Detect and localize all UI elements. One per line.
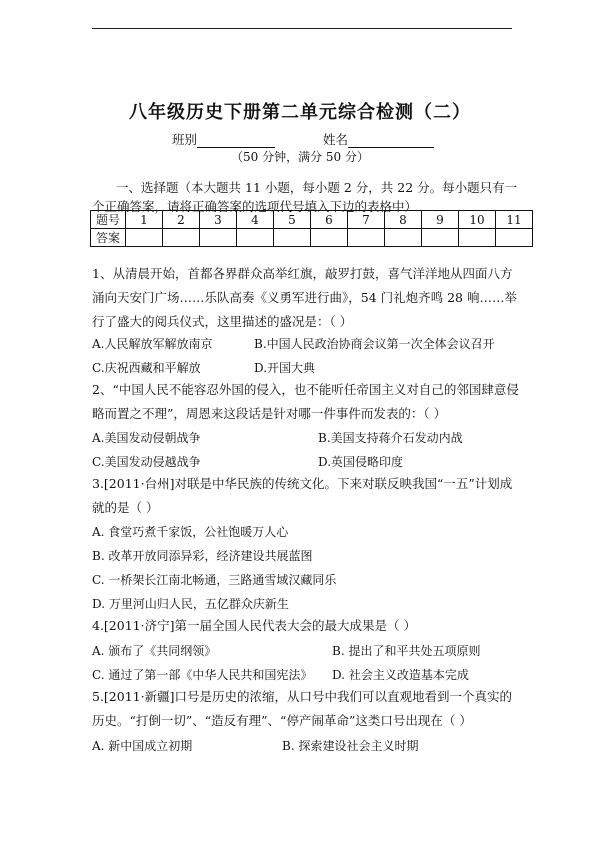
question-1-text: 1、从清晨开始，首都各界群众高举红旗，敲罗打鼓，喜气洋洋地从四面八方涌向天安门广场……乐队高奏《义勇军进行曲》，54 门礼炮齐鸣 28 响……举行了盛大的阅兵仪式，这里描述的盛况是：（ ）	[92, 266, 517, 329]
question-4-option-a[interactable]: A. 颁布了《共同纲领》	[92, 644, 217, 658]
number-cell: 4	[237, 211, 274, 229]
answer-cell[interactable]	[237, 229, 274, 247]
answer-cell[interactable]	[274, 229, 311, 247]
answer-cell[interactable]	[126, 229, 163, 247]
section-instructions: （本大题共 11 小题，每小题 2 分，共 22 分。每小题只有一个正确答案，请将正确答案的选项代号填入下边的表格中）	[92, 180, 518, 214]
question-4-option-c[interactable]: C. 通过了第一部《中华人民共和国宪法》	[92, 668, 313, 682]
number-cell: 9	[422, 211, 459, 229]
question-3-option-d[interactable]: D. 万里河山归人民，五亿群众庆新生	[92, 597, 289, 611]
question-4-option-b[interactable]: B. 提出了和平共处五项原则	[332, 644, 481, 658]
question-2-option-a[interactable]: A.美国发动侵朝战争	[92, 431, 201, 445]
answer-cell[interactable]	[311, 229, 348, 247]
name-blank[interactable]	[348, 133, 434, 148]
question-3-option-b[interactable]: B. 改革开放同添异彩，经济建设共展蓝图	[92, 549, 313, 563]
question-5-option-b[interactable]: B. 探索建设社会主义时期	[282, 739, 419, 753]
answer-cell[interactable]	[348, 229, 385, 247]
question-5-option-a[interactable]: A. 新中国成立初期	[92, 739, 193, 753]
question-5-text: 5.[2011·新疆]口号是历史的浓缩，从口号中我们可以直观地看到一个真实的历史。“打倒一切”、“造反有理”、“停产闹革命”这类口号出现在（ ）	[92, 689, 512, 728]
number-cell: 10	[459, 211, 496, 229]
class-blank[interactable]	[197, 133, 275, 148]
answer-cell[interactable]	[200, 229, 237, 247]
question-3-option-c[interactable]: C. 一桥架长江南北畅通，三路通雪域汉藏同乐	[92, 573, 337, 587]
number-cell: 11	[496, 211, 533, 229]
top-rule	[92, 28, 512, 29]
question-2-text: 2、“中国人民不能容忍外国的侵入，也不能听任帝国主义对自己的邻国肆意侵略而置之不理”，周恩来这段话是针对哪一件事件而发表的：（ ）	[92, 382, 519, 421]
time-info: （50 分钟，满分 50 分）	[231, 150, 369, 164]
number-cell: 2	[163, 211, 200, 229]
row-label-number: 题号	[91, 211, 126, 229]
page-title: 八年级历史下册第二单元综合检测（二）	[129, 102, 471, 123]
answer-cell[interactable]	[385, 229, 422, 247]
answer-cell[interactable]	[422, 229, 459, 247]
answer-cell[interactable]	[163, 229, 200, 247]
answer-table	[90, 210, 533, 247]
question-2-option-d[interactable]: D.英国侵略印度	[318, 455, 404, 469]
number-cell: 6	[311, 211, 348, 229]
question-4-text: 4.[2011·济宁]第一届全国人民代表大会的最大成果是（ ）	[92, 618, 416, 633]
question-2-option-c[interactable]: C.美国发动侵越战争	[92, 455, 201, 469]
class-label: 班别	[172, 132, 198, 147]
number-cell: 3	[200, 211, 237, 229]
question-4-option-d[interactable]: D. 社会主义改造基本完成	[332, 668, 469, 682]
section-title: 一、选择题	[116, 180, 179, 195]
name-row	[172, 130, 434, 148]
answer-table-answer-row	[91, 229, 533, 247]
name-label: 姓名	[322, 132, 348, 147]
question-3-option-a[interactable]: A. 食堂巧煮千家饭，公社饱暖万人心	[92, 525, 289, 539]
question-1-option-a[interactable]: A.人民解放军解放南京	[92, 337, 213, 351]
answer-cell[interactable]	[459, 229, 496, 247]
question-1-option-c[interactable]: C.庆祝西藏和平解放	[92, 361, 201, 375]
number-cell: 5	[274, 211, 311, 229]
number-cell: 1	[126, 211, 163, 229]
question-3-text: 3.[2011·台州]对联是中华民族的传统文化。下来对联反映我国“一五”计划成就的是（ ）	[92, 476, 513, 515]
answer-table-number-row	[91, 211, 533, 229]
question-2-option-b[interactable]: B.美国支持蒋介石发动内战	[318, 431, 463, 445]
question-1-option-b[interactable]: B.中国人民政治协商会议第一次全体会议召开	[254, 337, 495, 351]
number-cell: 7	[348, 211, 385, 229]
question-1-option-d[interactable]: D.开国大典	[254, 361, 316, 375]
number-cell: 8	[385, 211, 422, 229]
answer-cell[interactable]	[496, 229, 533, 247]
row-label-answer: 答案	[91, 229, 126, 247]
